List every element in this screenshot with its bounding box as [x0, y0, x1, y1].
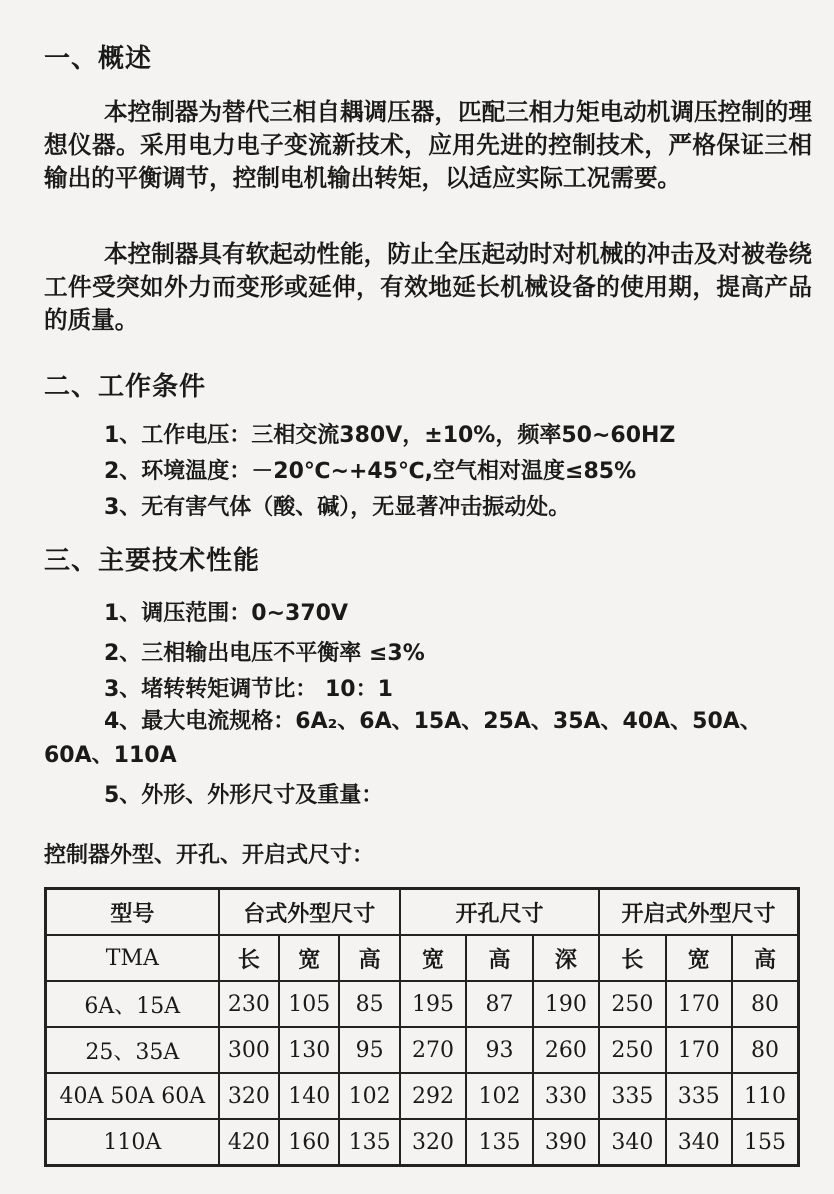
- table-cell: 95: [339, 1027, 399, 1073]
- table-cell: 170: [666, 1027, 732, 1073]
- table-cell: 155: [732, 1119, 799, 1166]
- table-row: [46, 1027, 799, 1073]
- sub-header-cell: 高: [466, 935, 532, 981]
- dimensions-table: [44, 887, 800, 1167]
- overview-paragraph-2: 本控制器具有软起动性能，防止全压起动时对机械的冲击及对被卷绕工件受突如外力而变形或延伸，有效地延长机械设备的使用期，提高产品的质量。: [44, 240, 812, 334]
- performance-item: 2、三相输出电压不平衡率 ≤3%: [104, 641, 425, 666]
- table-cell: 390: [533, 1119, 599, 1166]
- table-cell: 270: [400, 1027, 466, 1073]
- table-cell: 170: [666, 981, 732, 1027]
- sub-header-cell: 长: [599, 935, 665, 981]
- table-cell: 335: [666, 1073, 732, 1119]
- header-model: 型号: [46, 889, 219, 936]
- header-cutout-size: 开孔尺寸: [400, 889, 599, 936]
- sub-header-cell: 高: [732, 935, 799, 981]
- sub-header-cell: 深: [533, 935, 599, 981]
- table-cell: 320: [219, 1073, 279, 1119]
- table-cell: 80: [732, 981, 799, 1027]
- condition-item: 2、环境温度：－20℃~+45℃,空气相对温度≤85%: [104, 459, 637, 484]
- sub-header-cell: TMA: [46, 935, 219, 981]
- table-cell: 85: [339, 981, 399, 1027]
- section-heading-conditions: 二、工作条件: [44, 372, 207, 402]
- performance-item: 3、堵转转矩调节比： 10：1: [104, 677, 393, 702]
- table-cell: 190: [533, 981, 599, 1027]
- performance-item: 1、调压范围：0~370V: [104, 601, 348, 626]
- section-heading-performance: 三、主要技术性能: [44, 546, 261, 576]
- table-cell: 195: [400, 981, 466, 1027]
- table-cell: 110A: [46, 1119, 219, 1166]
- table-row: [46, 981, 799, 1027]
- table-cell: 250: [599, 981, 665, 1027]
- sub-header-cell: 宽: [400, 935, 466, 981]
- table-cell: 102: [339, 1073, 399, 1119]
- overview-paragraph-1: 本控制器为替代三相自耦调压器，匹配三相力矩电动机调压控制的理想仪器。采用电力电子变流新技术，应用先进的控制技术，严格保证三相输出的平衡调节，控制电机输出转矩，以适应实际工况需要。: [44, 98, 812, 192]
- performance-item: 4、最大电流规格：6A₂、6A、15A、25A、35A、40A、50A、60A、110A: [44, 709, 762, 768]
- table-cell: 260: [533, 1027, 599, 1073]
- sub-header-cell: 宽: [279, 935, 339, 981]
- table-cell: 320: [400, 1119, 466, 1166]
- header-desktop-size: 台式外型尺寸: [219, 889, 400, 936]
- table-cell: 25、35A: [46, 1027, 219, 1073]
- table-cell: 6A、15A: [46, 981, 219, 1027]
- table-cell: 420: [219, 1119, 279, 1166]
- table-cell: 93: [466, 1027, 532, 1073]
- header-open-size: 开启式外型尺寸: [599, 889, 798, 936]
- table-cell: 110: [732, 1073, 799, 1119]
- table-group-header-row: [46, 889, 799, 936]
- table-cell: 135: [339, 1119, 399, 1166]
- sub-header-cell: 宽: [666, 935, 732, 981]
- table-cell: 335: [599, 1073, 665, 1119]
- table-cell: 80: [732, 1027, 799, 1073]
- table-cell: 87: [466, 981, 532, 1027]
- table-cell: 250: [599, 1027, 665, 1073]
- table-cell: 40A 50A 60A: [46, 1073, 219, 1119]
- table-row: [46, 1119, 799, 1166]
- table-cell: 330: [533, 1073, 599, 1119]
- section-heading-overview: 一、概述: [44, 44, 153, 74]
- table-cell: 105: [279, 981, 339, 1027]
- table-cell: 340: [666, 1119, 732, 1166]
- table-cell: 102: [466, 1073, 532, 1119]
- table-cell: 135: [466, 1119, 532, 1166]
- sub-header-cell: 长: [219, 935, 279, 981]
- table-cell: 340: [599, 1119, 665, 1166]
- table-cell: 292: [400, 1073, 466, 1119]
- table-cell: 140: [279, 1073, 339, 1119]
- sub-header-cell: 高: [339, 935, 399, 981]
- table-cell: 300: [219, 1027, 279, 1073]
- table-caption: 控制器外型、开孔、开启式尺寸：: [44, 843, 375, 868]
- condition-item: 3、无有害气体（酸、碱），无显著冲击振动处。: [104, 495, 571, 520]
- table-cell: 130: [279, 1027, 339, 1073]
- table-cell: 230: [219, 981, 279, 1027]
- table-cell: 160: [279, 1119, 339, 1166]
- performance-item: 5、外形、外形尺寸及重量：: [104, 783, 384, 808]
- table-row: [46, 1073, 799, 1119]
- table-sub-header-row: [46, 935, 799, 981]
- condition-item: 1、工作电压：三相交流380V，±10%，频率50~60HZ: [104, 423, 676, 448]
